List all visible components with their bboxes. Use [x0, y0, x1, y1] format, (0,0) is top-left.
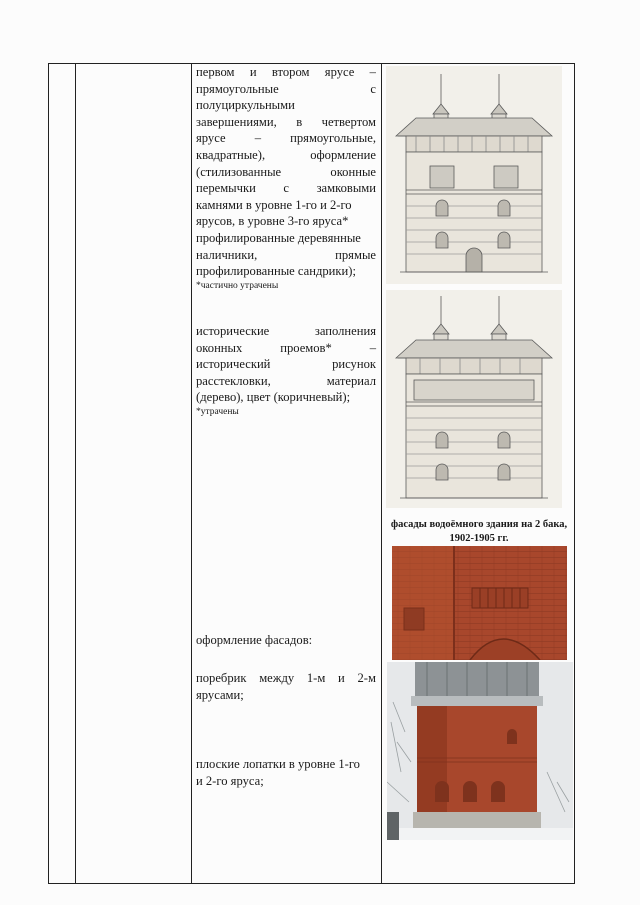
- word: перемычки: [196, 181, 256, 196]
- text-line: [196, 81, 376, 98]
- word: полуциркульными: [196, 98, 295, 113]
- brick-detail-photo: [392, 546, 567, 660]
- text-line: [196, 230, 376, 247]
- caption-line-2: 1902-1905 гг.: [449, 533, 509, 544]
- word: втором: [271, 65, 310, 79]
- word: ярусе: [324, 65, 355, 79]
- word: и 2-го яруса;: [196, 773, 264, 788]
- caption-line-1: фасады водоёмного здания на 2 бака,: [390, 519, 568, 530]
- word: поребрик: [196, 671, 247, 685]
- table-bottom-border: [48, 883, 575, 884]
- paragraph-pilasters: [196, 756, 376, 789]
- table-col-line-5: [574, 63, 575, 884]
- word: и: [249, 65, 257, 79]
- word: ярусов, в уровне 3-го яруса*: [196, 214, 349, 229]
- text-line: [196, 147, 376, 164]
- word: первом: [196, 65, 235, 79]
- word: ярусами;: [196, 687, 244, 702]
- word: с: [283, 181, 289, 196]
- text-line: [196, 687, 376, 704]
- table-col-line-1: [48, 63, 49, 884]
- facade-drawing-2: [386, 290, 562, 508]
- text-line: [196, 97, 376, 114]
- paragraph-belt-course: [196, 670, 376, 703]
- facade-drawing-1: [386, 66, 562, 284]
- text-line: [196, 180, 376, 197]
- word: оконные: [330, 164, 376, 179]
- text-line: [196, 389, 376, 406]
- word: между: [259, 671, 295, 685]
- word: прямоугольные,: [290, 131, 376, 146]
- word: оформление: [310, 147, 376, 162]
- word: квадратные),: [196, 147, 266, 162]
- tower-photo: [387, 662, 573, 840]
- table-col-line-3: [191, 63, 192, 884]
- table-col-line-4: [381, 63, 382, 884]
- word: профилированные сандрики);: [196, 264, 356, 279]
- word: прямые: [335, 247, 376, 262]
- text-line: [196, 373, 376, 390]
- word: четвертом: [321, 114, 376, 129]
- text-line: [196, 773, 376, 790]
- text-line: [196, 213, 376, 230]
- word: наличники,: [196, 247, 258, 262]
- paragraph-window-fillings: [196, 323, 376, 418]
- facade-decoration-heading: оформление фасадов:: [196, 633, 313, 647]
- word: (дерево), цвет (коричневый);: [196, 390, 351, 405]
- word: прямоугольные: [196, 81, 279, 96]
- word: плоские лопатки в уровне 1-го: [196, 757, 360, 771]
- word: и: [338, 671, 345, 685]
- word: завершениями,: [196, 114, 277, 129]
- word: проемов*: [280, 340, 332, 355]
- word: профилированные деревянные: [196, 230, 361, 245]
- text-line: [196, 64, 376, 81]
- word: –: [369, 340, 376, 355]
- table-col-line-2: [75, 63, 76, 884]
- word: оконных: [196, 340, 243, 355]
- footnote: *утрачены: [196, 406, 239, 417]
- text-line: [196, 670, 376, 687]
- paragraph-window-design: [196, 64, 376, 292]
- paragraph-facade-decoration: [196, 632, 376, 649]
- word: исторический: [196, 357, 271, 372]
- text-line: [196, 130, 376, 147]
- word: исторические: [196, 324, 270, 338]
- text-line: [196, 114, 376, 131]
- word: рисунок: [332, 357, 376, 372]
- word: расстекловки,: [196, 373, 271, 388]
- text-line: [196, 756, 376, 773]
- word: замковыми: [316, 181, 376, 196]
- word: ярусе: [196, 131, 226, 146]
- word: камнями в уровне 1-го и 2-го: [196, 197, 352, 212]
- word: 1-м: [306, 671, 326, 685]
- word: –: [369, 65, 376, 79]
- text-line: [196, 340, 376, 357]
- word: материал: [326, 373, 376, 388]
- word: (стилизованные: [196, 164, 282, 179]
- word: 2-м: [357, 671, 376, 685]
- footnote: *частично утрачены: [196, 280, 279, 291]
- word: в: [296, 114, 303, 129]
- text-line: [196, 247, 376, 264]
- text-line: [196, 356, 376, 373]
- word: –: [254, 131, 261, 146]
- text-line: [196, 263, 376, 280]
- word: заполнения: [314, 324, 376, 338]
- drawings-caption: [384, 518, 574, 546]
- text-line: [196, 164, 376, 181]
- text-line: [196, 197, 376, 214]
- text-line: [196, 323, 376, 340]
- word: с: [370, 81, 376, 96]
